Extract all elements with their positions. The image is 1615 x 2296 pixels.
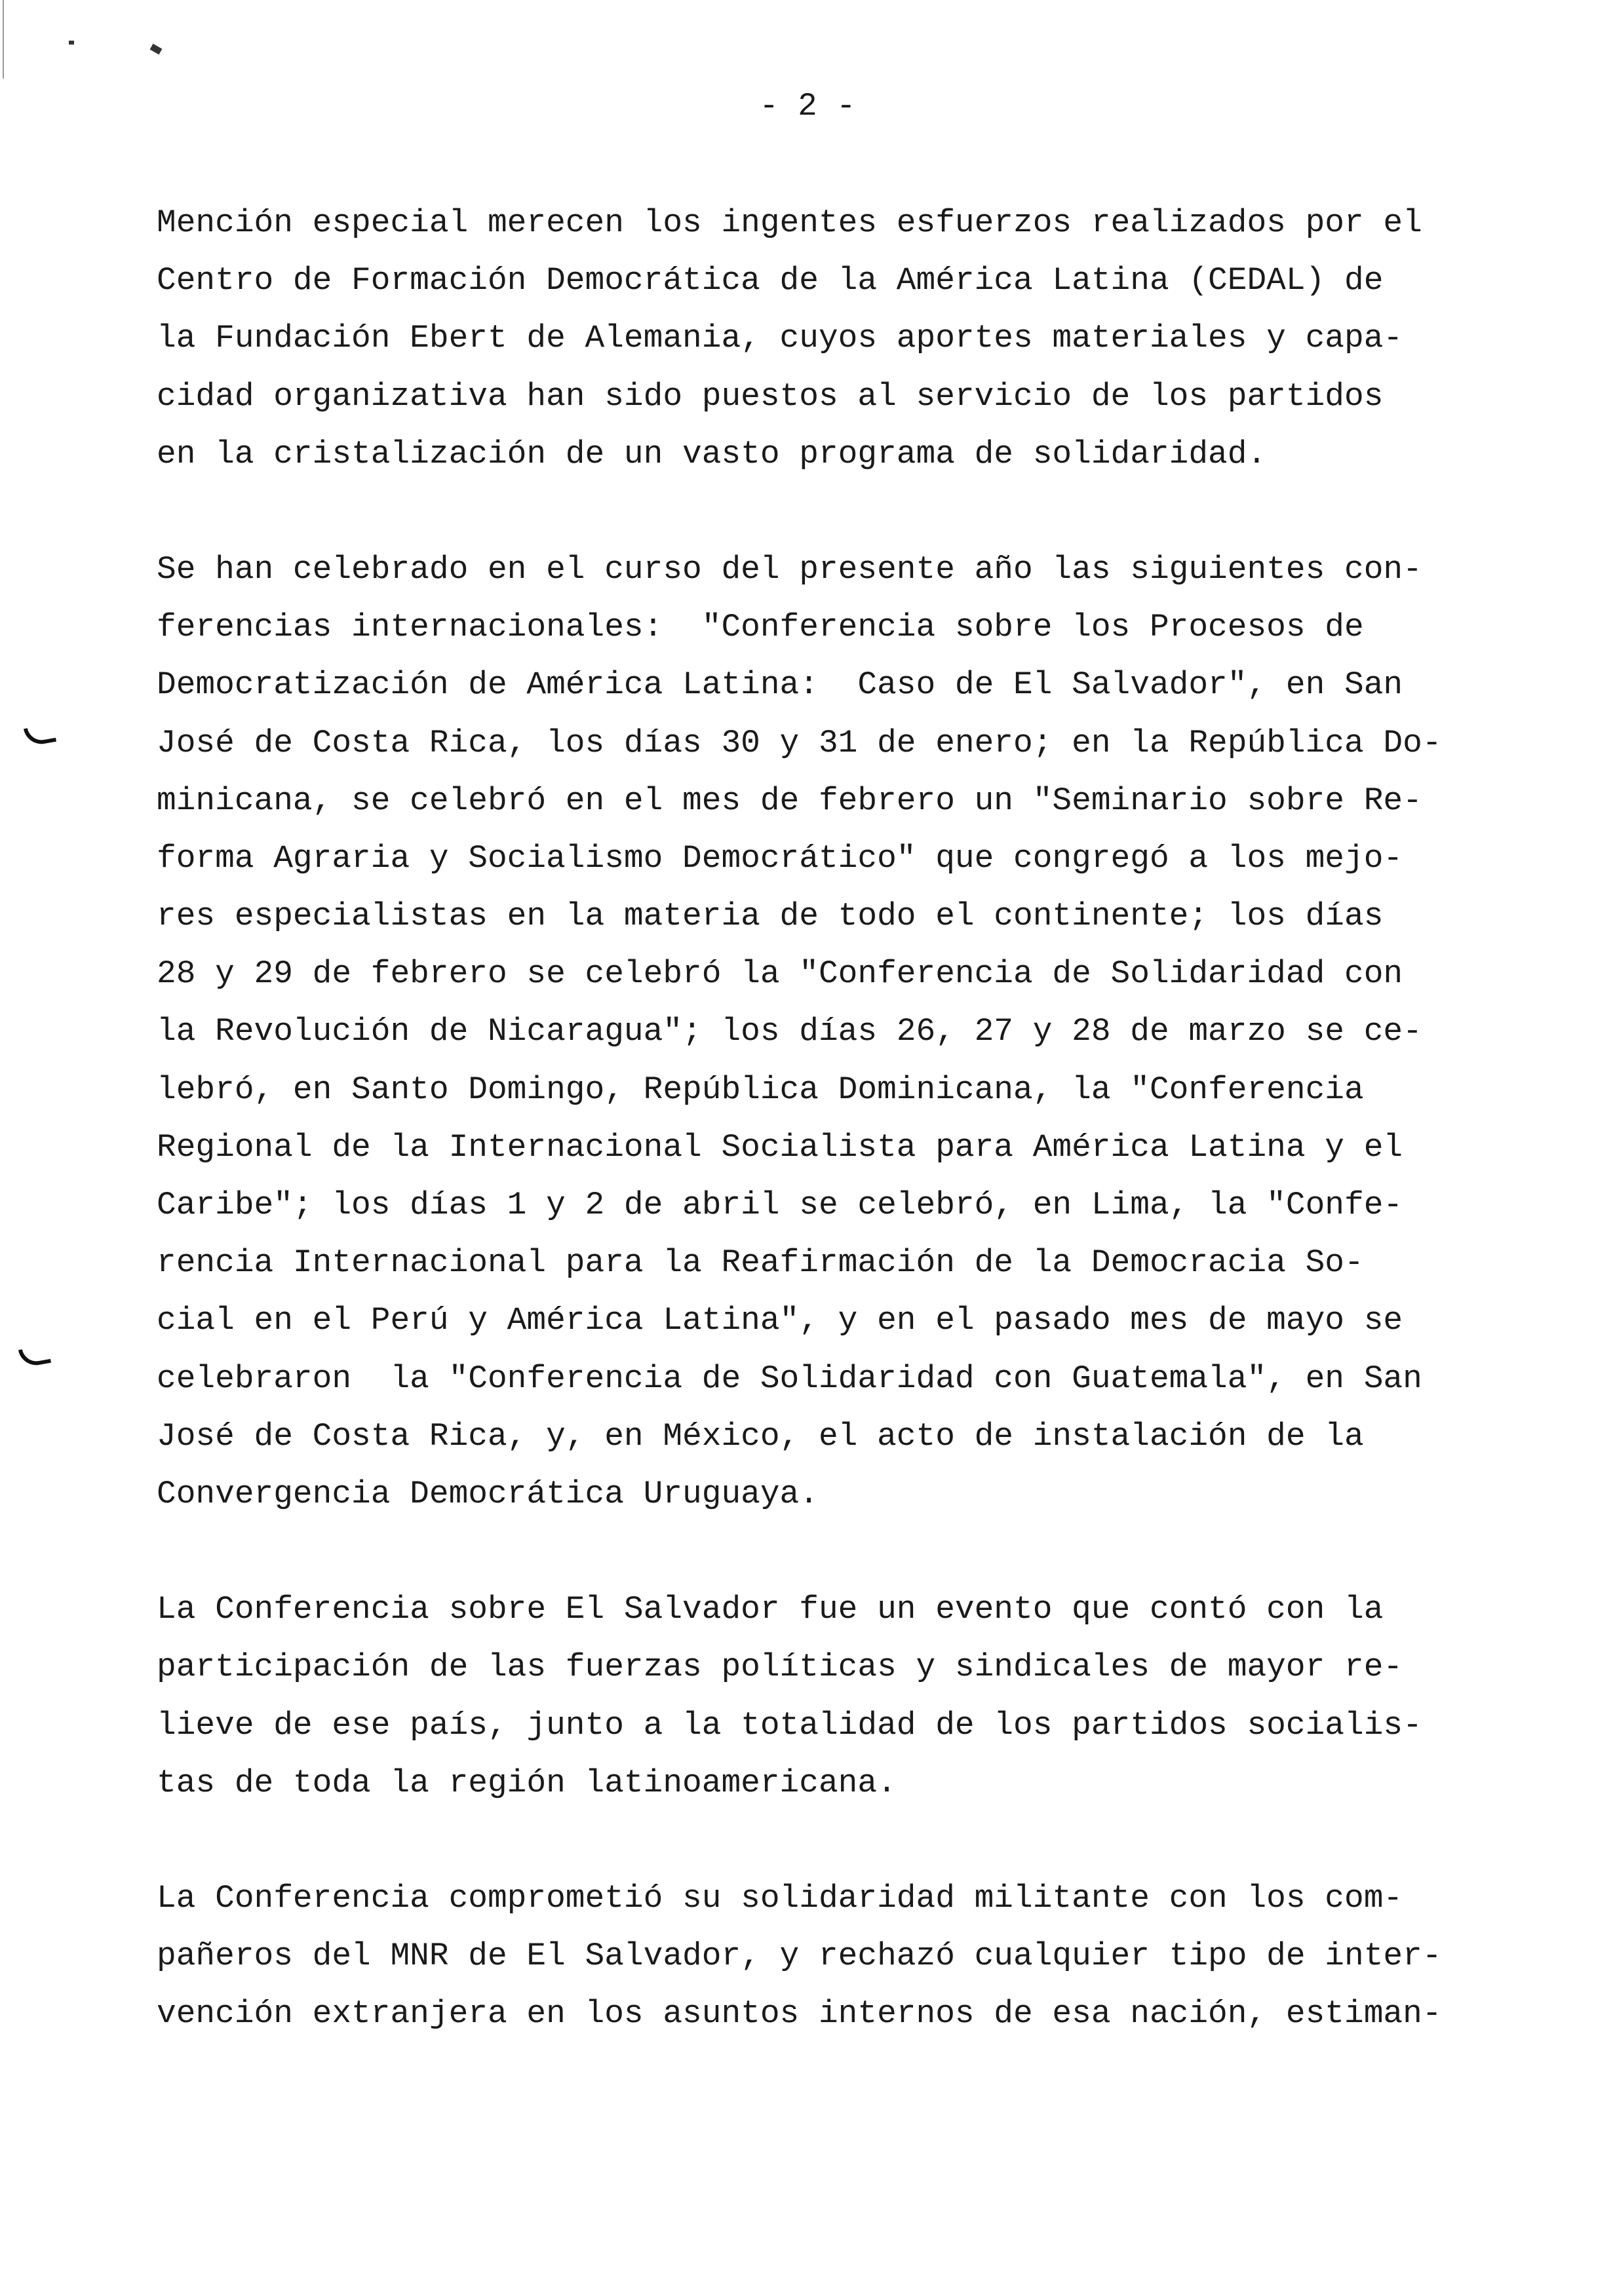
text-line: La Conferencia sobre El Salvador fue un evento que contó con la: [157, 1591, 1384, 1628]
text-line: cial en el Perú y América Latina", y en el pasado mes de mayo se: [157, 1302, 1403, 1339]
text-line: la Revolución de Nicaragua"; los días 26, 27 y 28 de marzo se ce-: [157, 1013, 1422, 1050]
text-line: vención extranjera en los asuntos internos de esa nación, estiman-: [157, 1995, 1442, 2033]
text-line: Caribe"; los días 1 y 2 de abril se celebró, en Lima, la "Confe-: [157, 1187, 1403, 1223]
text-line: lieve de ese país, junto a la totalidad de los partidos socialis-: [157, 1706, 1422, 1744]
text-line: participación de las fuerzas políticas y sindicales de mayor re-: [157, 1649, 1403, 1686]
text-line: res especialistas en la materia de todo el continente; los días: [157, 898, 1384, 935]
paragraph: [157, 1580, 1533, 1812]
text-line: celebraron la "Conferencia de Solidaridad con Guatemala", en San: [157, 1360, 1422, 1397]
text-line: forma Agraria y Socialismo Democrático" que congregó a los mejo-: [157, 839, 1403, 877]
text-line: Mención especial merecen los ingentes esfuerzos realizados por el: [157, 204, 1422, 241]
text-line: minicana, se celebró en el mes de febrero un "Seminario sobre Re-: [157, 782, 1422, 819]
text-line: José de Costa Rica, y, en México, el acto de instalación de la: [157, 1417, 1364, 1455]
text-line: ferencias internacionales: "Conferencia sobre los Procesos de: [157, 609, 1364, 646]
hole-punch-mark: [24, 723, 56, 747]
text-line: La Conferencia comprometió su solidaridad militante con los com-: [157, 1879, 1403, 1917]
text-line: Democratización de América Latina: Caso de El Salvador", en San: [157, 666, 1403, 704]
scan-speck: [150, 44, 163, 55]
text-line: Centro de Formación Democrática de la América Latina (CEDAL) de: [157, 262, 1384, 299]
paragraph: [157, 541, 1533, 1523]
text-line: Regional de la Internacional Socialista para América Latina y el: [157, 1128, 1403, 1166]
text-line: rencia Internacional para la Reafirmación de la Democracia So-: [157, 1244, 1364, 1282]
text-line: lebró, en Santo Domingo, República Dominicana, la "Conferencia: [157, 1071, 1364, 1108]
hole-punch-mark: [18, 1345, 51, 1368]
page-number: - 2 -: [759, 88, 856, 124]
text-line: en la cristalización de un vasto programa de solidaridad.: [157, 435, 1267, 472]
paragraph: [157, 194, 1533, 483]
text-line: tas de toda la región latinoamericana.: [157, 1764, 897, 1801]
text-line: la Fundación Ebert de Alemania, cuyos aportes materiales y capa-: [157, 320, 1403, 357]
text-line: cidad organizativa han sido puestos al servicio de los partidos: [157, 377, 1384, 415]
scan-edge-line: [3, 0, 4, 79]
text-line: 28 y 29 de febrero se celebró la "Conferencia de Solidaridad con: [157, 955, 1403, 993]
scan-speck: [69, 41, 74, 45]
text-line: Se han celebrado en el curso del presente año las siguientes con-: [157, 550, 1422, 588]
text-line: Convergencia Democrática Uruguaya.: [157, 1475, 819, 1512]
paragraph: [157, 1869, 1533, 2043]
text-line: pañeros del MNR de El Salvador, y rechazó cualquier tipo de inter-: [157, 1938, 1442, 1975]
document-body: [157, 194, 1533, 2100]
text-line: José de Costa Rica, los días 30 y 31 de enero; en la República Do-: [157, 724, 1442, 761]
